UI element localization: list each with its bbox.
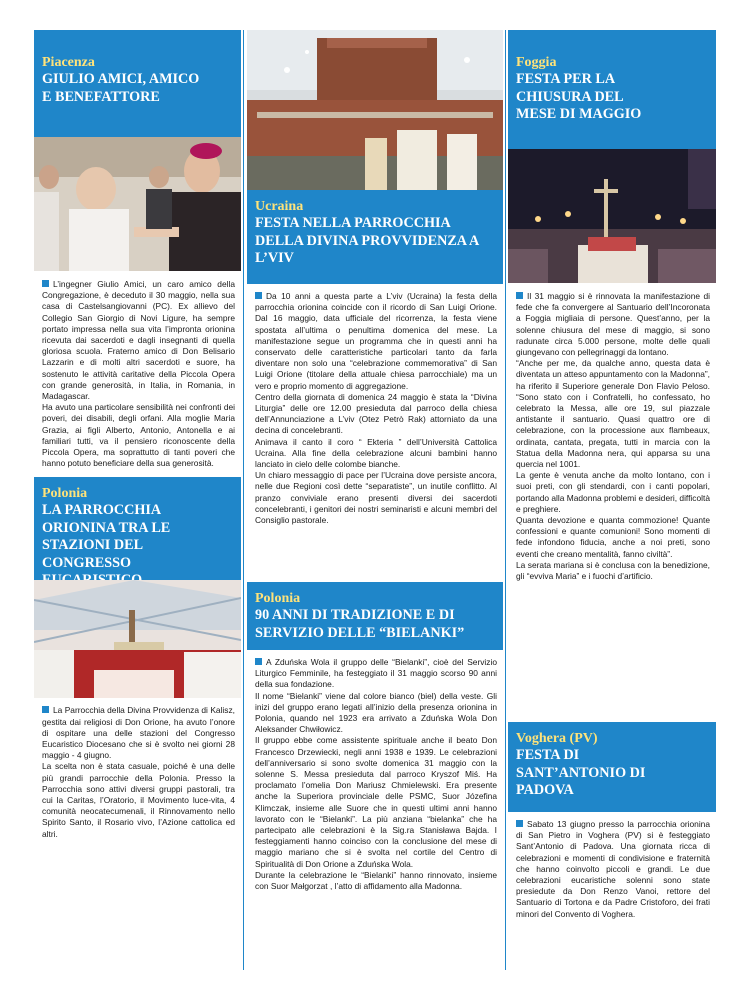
bullet-square-icon [255,658,262,665]
bullet-square-icon [255,292,262,299]
article-body-foggia [508,283,716,722]
article-title: LA PARROCCHIA ORIONINA TRA LE STAZIONI DEL CONGRESSO [42,502,171,571]
column-rule [505,30,506,970]
column-right [508,30,716,926]
article-paragraph: Un chiaro messaggio di pace per l’Ucraina dove persiste ancora, nelle due Regioni così dette “separatiste”, un inutile conflitto. Al pranzo conviviale erano presenti diversi dei sacerdoti concelebranti, i genitori dei nostri seminaristi e alcuni membri del Consiglio pastorale. [255,470,497,526]
article-title: 90 ANNI DI TRADIZIONE E DI SERVIZIO DELLE “BIELANKI” [255,607,465,641]
article-header-polonia-kalisz [34,477,241,580]
article-kicker: Piacenza [42,55,95,70]
article-header-piacenza [34,30,241,137]
article-kicker: Ucraina [255,199,304,214]
article-header-polonia-bielanki [247,582,503,650]
article-title: FESTA NELLA PARROCCHIA DELLA DIVINA PROVVIDENZA A L’VIV [255,215,479,266]
article-paragraph: Centro della giornata di domenica 24 maggio è stata la “Divina Liturgia” delle ore 12.00 presieduta dal parroco della chiesa dell’Annunciazione a L’viv (Otez Petrò Rak) attorniato da una decina di concelebranti. [255,391,497,436]
article-paragraph: La Parrocchia della Divina Provvidenza di Kalisz, gestita dai religiosi di Don Orione, ha avuto l’onore di ospitare una delle stazioni del Congresso Eucaristico Diocesano che si è svolto nei giorni 28 maggio - 4 giugno. [42,705,235,761]
article-paragraph: Sabato 13 giugno presso la parrocchia orionina di San Pietro in Voghera (PV) si è festeggiato Sant’Antonio di Padova. Una giornata ricca di celebrazioni e momenti di condivisione e fraternità che hanno coinvolto piccoli e grandi. Le due celebrazioni eucaristiche solenni sono state presiedute da Don Renzo Vanoi, rettore del Santuario di Tortona e da Padre Cristoforo, dei frati minori del Convento di Voghera. [516,819,710,919]
article-paragraph: “Anche per me, da qualche anno, questa data è diventata un atteso appuntamento con la Madonna”, ha riferito il Superiore generale Don Flavio Peloso. “Sono stato con i Confratelli, ho confessato, ho celebrato la Messa, alle ore 19, sul piazzale antistante il santuario. Quasi quattro ore di celebrazione, con la processione aux flambeaux, ordinata, cantata, pregata, tutti in marcia con la Statua della Madonna nera, qui apparsa su una quercia nel 1001. [516,358,710,470]
article-title: FESTA DI SANT’ANTONIO DI PADOVA [516,747,646,798]
article-body-polonia-kalisz [34,698,241,845]
article-paragraph: Il nome “Bielanki” viene dal colore bianco (biel) della veste. Gli inizi del gruppo erano legati all’inizio della presenza orionina in Polonia, quando nel 1923 era arrivato a Zduńska Wola Don Aleksander Chwiłowicz. [255,690,497,735]
article-kicker: Polonia [42,486,88,502]
bullet-square-icon [42,280,49,287]
bullet-square-icon [42,706,49,713]
photo-piacenza [34,137,241,271]
article-body-voghera [508,812,716,926]
article-paragraph: Il 31 maggio si è rinnovata la manifestazione di fede che fa convergere al Santuario dell’Incoronata a Foggia migliaia di persone. Quest’anno, per la solenne chiusura del mese di maggio, si sono radunate circa 5.000 persone, molte delle quali giungevano con pellegrinaggi da lontano. [516,291,710,358]
article-body-polonia-bielanki [247,650,503,898]
article-paragraph: Animava il canto il coro “ Ekteria ” dell’Università Cattolica Ucraina. Alla fine della celebrazione alcuni bambini hanno lanciato in cielo delle colombe bianche. [255,436,497,470]
article-paragraph: L’ingegner Giulio Amici, un caro amico della Congregazione, è deceduto il 30 maggio, nella sua casa di Castelsangiovanni (PC). Ex allievo del Collegio San Giorgio di Novi Ligure, ha sempre portato impressa nella sua vita l’impronta orionina ricevuta dai sacerdoti e dagli insegnanti di quella gloriosa scuola. Fraterno amico di Don Belisario Lazzarin e di molti altri sacerdoti e suore, ha sostenuto le attività caritative della Piccola Opera con grande generosità, in Italia, in Romania, in Madagascar. [42,279,235,402]
bullet-square-icon [516,292,523,299]
article-title: GIULIO AMICI, AMICO E BENEFATTORE [42,71,200,105]
article-paragraph: La gente è venuta anche da molto lontano, con i suoi preti, con gli stendardi, con i canti popolari, portando alla Madonna problemi e desideri, difficoltà e preghiere. [516,470,710,514]
article-paragraph: Quanta devozione e quanta commozione! Quante confessioni e quante comunioni! Sono momenti di fede infondono fiducia, anche a noi preti, sono eventi che creano mentalità, fanno civiltà”. [516,515,710,559]
article-header-foggia [508,30,716,149]
article-body-ucraina [247,284,503,582]
column-rule [243,30,244,970]
article-title: FESTA PER LA CHIUSURA DEL MESE DI MAGGIO [516,71,642,122]
photo-foggia [508,149,716,283]
column-middle [247,30,503,898]
article-paragraph: Ha avuto una particolare sensibilità nei confronti dei poveri, dei disabili, degli orfani. Alla moglie Maria Grazia, ai figli Alberto, Antonio, Antonella e ai familiari tutti, va il pensiero riconoscente della Piccola Opera, ma soprattutto di tanti poveri che hanno potuto beneficiare della sua generosità. [42,402,235,469]
bullet-square-icon [516,820,523,827]
photo-lviv [247,30,503,190]
article-paragraph: La scelta non è stata casuale, poiché è una delle più grandi parrocchie della Polonia. Presso la Parrocchia sono attivi diversi gruppi pastorali, tra cui la Caritas, l’Oratorio, il Movimento luce-vita, 4 comunità neocatecumenali, il Rinnovamento nello Spirito Santo, il Rosario vivo, l’Azione cattolica ed altri. [42,761,235,839]
article-body-piacenza [34,271,241,475]
article-kicker: Foggia [516,55,557,70]
article-paragraph: Durante la celebrazione le “Bielanki” hanno rinnovato, insieme con Suor Małgorzat , l’atto di affidamento alla Madonna. [255,869,497,892]
article-paragraph: Il gruppo ebbe come assistente spirituale anche il beato Don Francesco Drzewiecki, negli anni 1938 e 1939. Le celebrazioni dell’anniversario si sono svolte domenica 31 maggio con la solenne S. Messa presieduta dal parroco Kryszof Miś. Ha proclamato l’omelia Don Mariusz Chmielewski. Era presente anche la Superiora provinciale delle PSMC, Suor Józefina Klimczak, insieme alle Suore che in questi ultimi anni hanno lavorato con le “Bielanki”. La più anziana “bielanka” che ha partecipato alle celebrazioni è la Sig.ra Stanisława Bajda. I festeggiamenti hanno coinciso con la conclusione del mese di maggio mariano che si è svolta nel cortile del Centro di Spiritualità di Don Orione a Zduńska Wola. [255,735,497,869]
article-header-voghera [508,722,716,812]
column-left [34,30,241,846]
article-paragraph: A Zduńska Wola il gruppo delle “Bielanki”, cioè del Servizio Liturgico Femminile, ha festeggiato il 31 maggio scorso 90 anni della sua fondazione. [255,657,497,690]
article-header-ucraina [247,190,503,284]
article-kicker: Voghera (PV) [516,731,598,746]
article-paragraph: Da 10 anni a questa parte a L’viv (Ucraina) la festa della parrocchia orionina coincide con il ricordo di San Luigi Orione. Dal 16 maggio, data ufficiale del ricorrenza, la festa viene spostata all’ultima o penultima domenica del mese. La manifestazione segue un programma che in questi anni ha conservato delle caratteristiche particolari tanto da farla diventare non solo una “celebrazione commemorativa” di San Luigi Orione (titolare della attuale chiesa parrocchiale) ma un vero e proprio momento di aggregazione. [255,291,497,391]
photo-kalisz [34,580,241,698]
article-paragraph: La serata mariana si è conclusa con la benedizione, gli “evviva Maria” e i fuochi d’artificio. [516,559,710,582]
article-kicker: Polonia [255,591,301,606]
